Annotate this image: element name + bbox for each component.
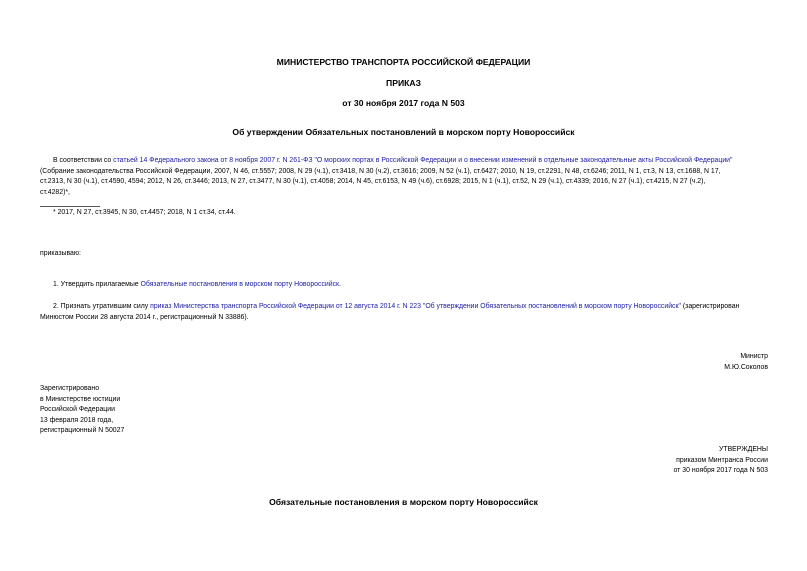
item-2-line-1 [40, 302, 780, 313]
item-1-prefix: 1. Утвердить прилагаемые [53, 281, 141, 288]
item-1 [53, 280, 341, 291]
repealed-order-link[interactable]: приказ Министерства транспорта Российской Федерации от 12 августа 2014 г. N 223 "Об утверждении Обязательных постановлений в морском порту Новороссийск" [150, 303, 681, 310]
regulations-link[interactable]: Обязательные постановления в морском порту Новороссийск [140, 281, 340, 288]
doc-type-heading: ПРИКАЗ [386, 78, 421, 88]
item-2-prefix: 2. Признать утратившим силу [53, 303, 151, 310]
signature-block [568, 352, 768, 373]
preamble-lead: В соответствии со [53, 157, 114, 164]
registration-line-3: Российской Федерации [40, 406, 115, 413]
item-2-line-2: Минюстом России 28 августа 2014 г., регистрационный N 33886). [40, 313, 249, 321]
registration-line-4: 13 февраля 2018 года, [40, 416, 114, 424]
approval-line-3: от 30 ноября 2017 года N 503 [673, 467, 768, 474]
approval-line-2: приказом Минтранса России [676, 456, 768, 464]
preamble-line-1 [40, 156, 780, 167]
document-title: Об утверждении Обязательных постановлений в морском порту Новороссийск [232, 127, 575, 137]
item-2 [40, 302, 780, 323]
date-number-heading: от 30 ноября 2017 года N 503 [342, 98, 465, 108]
ministry-heading: МИНИСТЕРСТВО ТРАНСПОРТА РОССИЙСКОЙ ФЕДЕРАЦИИ [276, 57, 531, 67]
registration-line-5: регистрационный N 50027 [40, 427, 125, 434]
footnote: * 2017, N 27, ст.3945, N 30, ст.4457; 2018, N 1 ст.34, ст.44. [53, 209, 236, 216]
preamble [40, 156, 780, 198]
registration-block [40, 384, 124, 437]
preamble-line-2: (Собрание законодательства Российской Федерации, 2007, N 46, ст.5557; 2008, N 29 (ч.1), ст.3418, N 30 (ч.2), ст.3616; 2009, N 52 (ч.1), ст.6427; 2010, N 19, ст.2291, N 48, ст.6246; 2011, N 1, ст.3, N 13, ст.1688, N 17, [40, 167, 721, 175]
law-link[interactable]: статьей 14 Федерального закона от 8 ноября 2007 г. N 261-ФЗ "О морских портах в Российской Федерации и о внесении изменений в отдельные законодательные акты Российской Федерации" [113, 157, 733, 164]
approval-line-1: УТВЕРЖДЕНЫ [719, 446, 768, 453]
item-2-suffix: (зарегистрирован [680, 303, 740, 310]
registration-line-2: в Министерстве юстиции [40, 395, 121, 403]
registration-line-1: Зарегистрировано [40, 385, 100, 392]
order-word: приказываю: [40, 250, 81, 257]
annex-title: Обязательные постановления в морском порту Новороссийск [269, 497, 538, 507]
item-1-suffix: . [339, 281, 341, 288]
preamble-line-3: ст.2313, N 30 (ч.1), ст.4590, 4594; 2012, N 26, ст.3446; 2013, N 27, ст.3477, N 30 (ч.1), ст.4058; 2014, N 45, ст.6153, N 49 (ч.6), ст.6928; 2015, N 1 (ч.1), ст.52, N 29 (ч.1), ст.4339; 2016, N 27 (ч.1), ст.4215, N 27 (ч.2), [40, 178, 706, 185]
preamble-line-4: ст.4282)*, [40, 188, 70, 196]
signature-name: М.Ю.Соколов [724, 363, 768, 371]
approval-block [548, 445, 768, 477]
footnote-divider [40, 206, 100, 207]
signature-role: Министр [740, 353, 768, 360]
